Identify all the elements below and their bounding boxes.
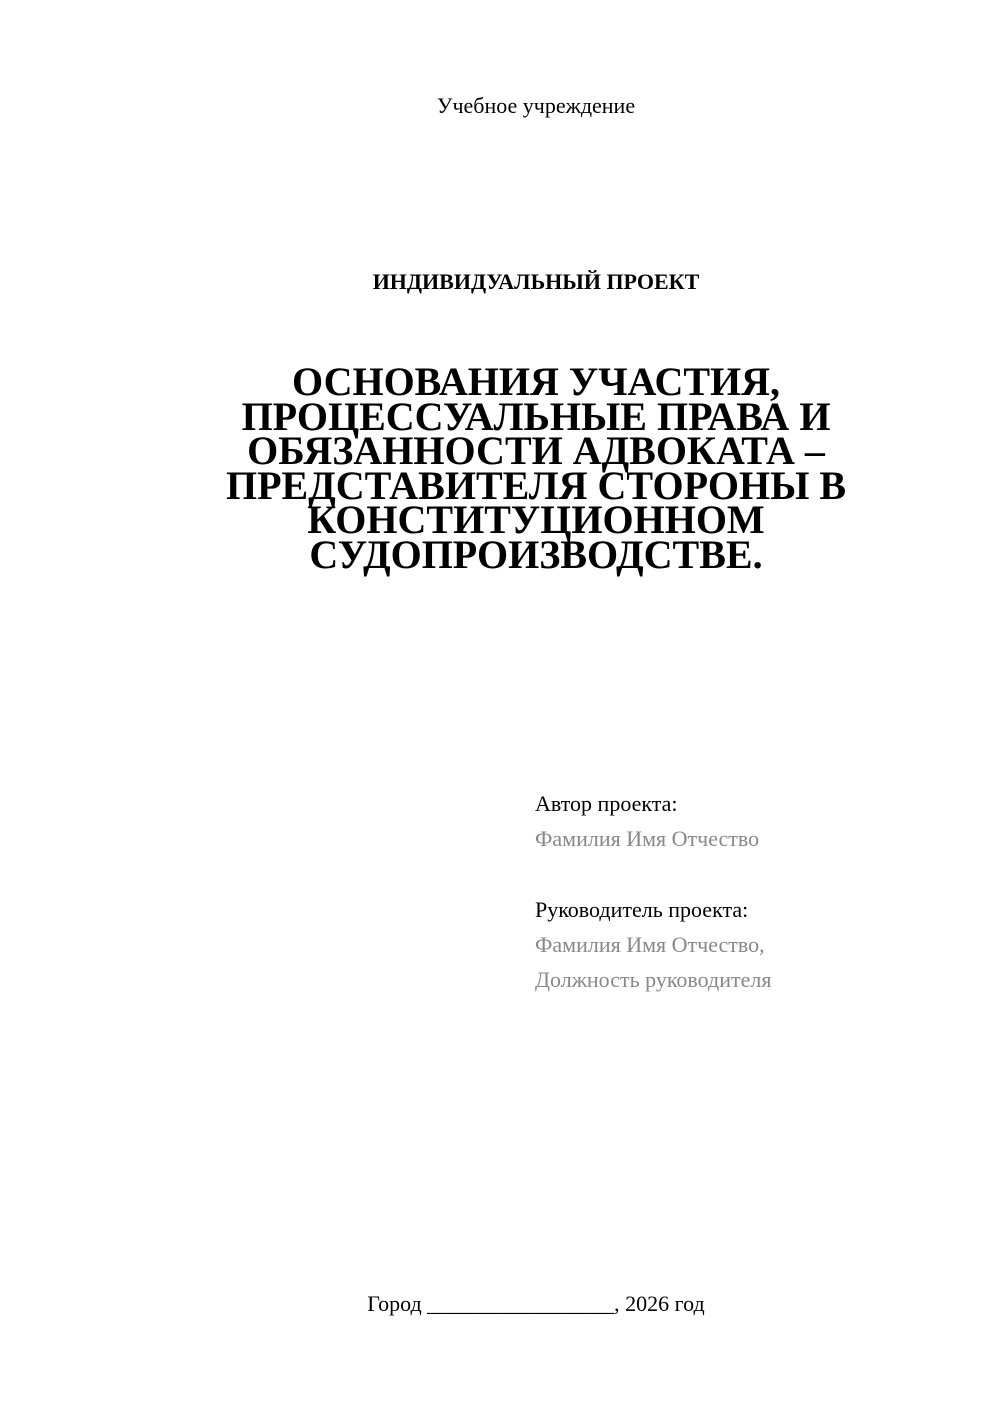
project-title xyxy=(200,359,872,577)
title-line: ПРОЦЕССУАЛЬНЫЕ ПРАВА И xyxy=(241,393,831,439)
city-year-line: Город _________________, 2026 год xyxy=(367,1291,705,1316)
document-type: ИНДИВИДУАЛЬНЫЙ ПРОЕКТ xyxy=(372,269,700,294)
institution-name: Учебное учреждение xyxy=(436,93,636,118)
author-block xyxy=(535,786,759,856)
supervisor-block xyxy=(535,892,771,997)
author-name: Фамилия Имя Отчество xyxy=(535,826,760,851)
title-line: ОСНОВАНИЯ УЧАСТИЯ, xyxy=(291,359,781,404)
title-line: СУДОПРОИЗВОДСТВЕ. xyxy=(309,531,763,577)
supervisor-name: Фамилия Имя Отчество, xyxy=(535,932,765,957)
title-line: ПРЕДСТАВИТЕЛЯ СТОРОНЫ В xyxy=(225,462,847,508)
author-label: Автор проекта: xyxy=(535,791,678,816)
title-line: КОНСТИТУЦИОННОМ xyxy=(307,497,765,542)
title-line: ОБЯЗАННОСТИ АДВОКАТА – xyxy=(247,428,825,473)
supervisor-label: Руководитель проекта: xyxy=(535,897,749,922)
supervisor-position: Должность руководителя xyxy=(535,967,772,992)
